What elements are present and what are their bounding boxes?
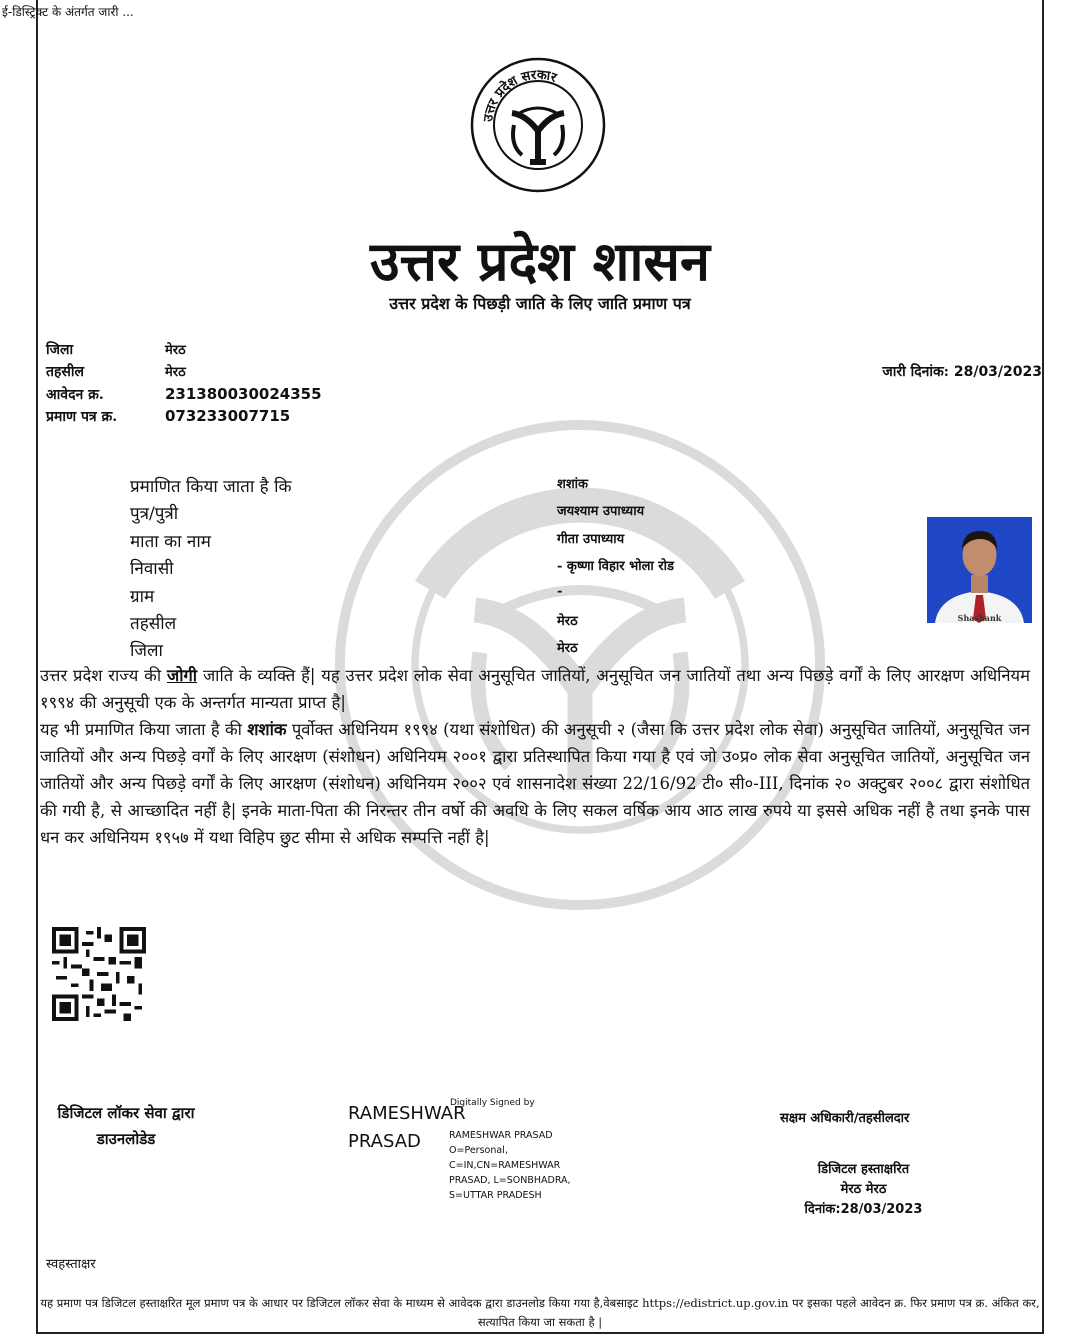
competent-authority: सक्षम अधिकारी/तहसीलदार: [780, 1111, 910, 1126]
person-photo-icon: [927, 517, 1032, 623]
signature-details: RAMESHWAR PRASAD O=Personal, C=IN,CN=RAMESHWAR PRASAD, L=SONBHADRA, S=UTTAR PRADESH: [449, 1130, 571, 1201]
field-label-village: ग्राम: [130, 587, 155, 607]
paragraph-certification: यह भी प्रमाणित किया जाता है की शशांक पूर्वोक्त अधिनियम १९९४ (यथा संशोधित) की अनुसूची २ (जैसा कि उत्तर प्रदेश लोक सेवा) अनुसूचित जातियों, अनुसूचित जन जातियों और अन्य पिछड़े वर्गों के लिए आरक्षण (संशोधन) अधिनियम २००१ द्वारा प्रतिस्थापित किया गया है एवं जो उ०प्र० लोक सेवा अनुसूचित जातियों, अनुसूचित जन जातियों और अन्य पिछड़े वर्गों के लिए आरक्षण (संशोधन) अधिनियम २००२ एवं शासनादेश संख्या 22/16/92 टी० सी०-III, दिनांक २० अक्टुबर २००८ द्वारा संशोधित की गयी है, से आच्छादित नहीं है| इनके माता-पिता की निरन्तर तीन वर्षो की अवधि के लिए सकल वर्षिक आय आठ लाख रुपये या इससे अधिक नहीं है तथा इनके पास धन कर अधिनियम १९५७ में यथा विहिप छुट सीमा से अधिक सम्पत्ति नहीं है|: [40, 720, 1030, 847]
caste-name: जोगी: [166, 666, 198, 685]
self-signature-label: स्वहस्ताक्षर: [46, 1257, 96, 1272]
field-value-tehsil: मेरठ: [557, 614, 578, 629]
applicant-photo: [927, 517, 1032, 623]
field-value-father: जयश्याम उपाध्याय: [557, 504, 645, 519]
application-number-label: आवेदन क्र.: [46, 387, 104, 403]
digital-signature-label: डिजिटल हस्ताक्षरित: [817, 1162, 910, 1177]
field-label-tehsil: तहसील: [130, 614, 177, 634]
signer-name: [348, 1100, 466, 1156]
field-label-certified: प्रमाणित किया जाता है कि: [130, 477, 292, 497]
field-label-resident: निवासी: [130, 559, 174, 579]
tehsil-value: मेरठ: [165, 365, 186, 380]
field-value-village: -: [557, 584, 563, 599]
footer-note: यह प्रमाण पत्र डिजिटल हस्ताक्षरित मूल प्रमाण पत्र के आधार पर डिजिटल लॉकर सेवा के माध्यम से आवेदक द्वारा डाउनलोड किया गया है,वेबसाइट https://edistrict.up.gov.in पर इसका पहले आवेदन क्र. फिर प्रमाण पत्र क्र. अंकित कर, सत्यापित किया जा सकता है |: [40, 1296, 1040, 1329]
applicant-name: शशांक: [247, 720, 287, 739]
field-value-district: मेरठ: [557, 641, 578, 656]
digitally-signed-label: Digitally Signed by: [450, 1098, 535, 1108]
field-label-mother: माता का नाम: [130, 532, 211, 552]
issue-date-label: जारी दिनांक:: [882, 364, 949, 380]
certificate-number-value: 073233007715: [165, 407, 291, 425]
field-value-resident: - कृष्णा विहार भोला रोड: [557, 559, 674, 574]
digital-signature-place: मेरठ मेरठ: [840, 1182, 887, 1197]
tehsil-label: तहसील: [46, 364, 84, 380]
district-label: जिला: [46, 342, 74, 358]
top-note: ई-डिस्ट्रिक्ट के अंतर्गत जारी ...: [2, 5, 134, 19]
qr-code-icon: [52, 927, 146, 1021]
page-title: उत्तर प्रदेश शासन: [370, 230, 710, 293]
field-label-district: जिला: [130, 641, 163, 661]
page-subtitle: उत्तर प्रदेश के पिछड़ी जाति के लिए जाति प्रमाण पत्र: [389, 294, 691, 313]
district-value: मेरठ: [165, 343, 186, 358]
svg-text:उत्तर प्रदेश सरकार: उत्तर प्रदेश सरकार: [481, 67, 559, 123]
field-value-mother: गीता उपाध्याय: [557, 532, 625, 547]
paragraph-caste: उत्तर प्रदेश राज्य की जोगी जाति के व्यक्ति हैं| यह उत्तर प्रदेश लोक सेवा अनुसूचित जातियों, अनुसूचित जन जातियों तथा अन्य पिछड़े वर्गों के लिए आरक्षण अधिनियम १९९४ की अनुसूची एक के अन्तर्गत मान्यता प्राप्त है|: [40, 666, 1030, 712]
issue-date-value: 28/03/2023: [953, 364, 1042, 380]
certificate-number-label: प्रमाण पत्र क्र.: [46, 409, 118, 425]
field-label-son-daughter: पुत्र/पुत्री: [130, 504, 179, 524]
digital-signature-date: दिनांक:28/03/2023: [804, 1202, 923, 1217]
signer-name-line2: PRASAD: [348, 1131, 421, 1152]
issue-date: [882, 362, 1042, 381]
application-number-value: 231380030024355: [165, 385, 322, 403]
signer-name-line1: RAMESHWAR: [348, 1103, 466, 1124]
digilocker-note: डिजिटल लॉकर सेवा द्वारा डाउनलोडेड: [57, 1104, 195, 1148]
photo-caption: Shashank: [957, 613, 1002, 623]
field-value-name: शशांक: [557, 477, 589, 492]
up-govt-emblem-icon: [470, 57, 606, 193]
digital-signature-block: [776, 1160, 951, 1220]
